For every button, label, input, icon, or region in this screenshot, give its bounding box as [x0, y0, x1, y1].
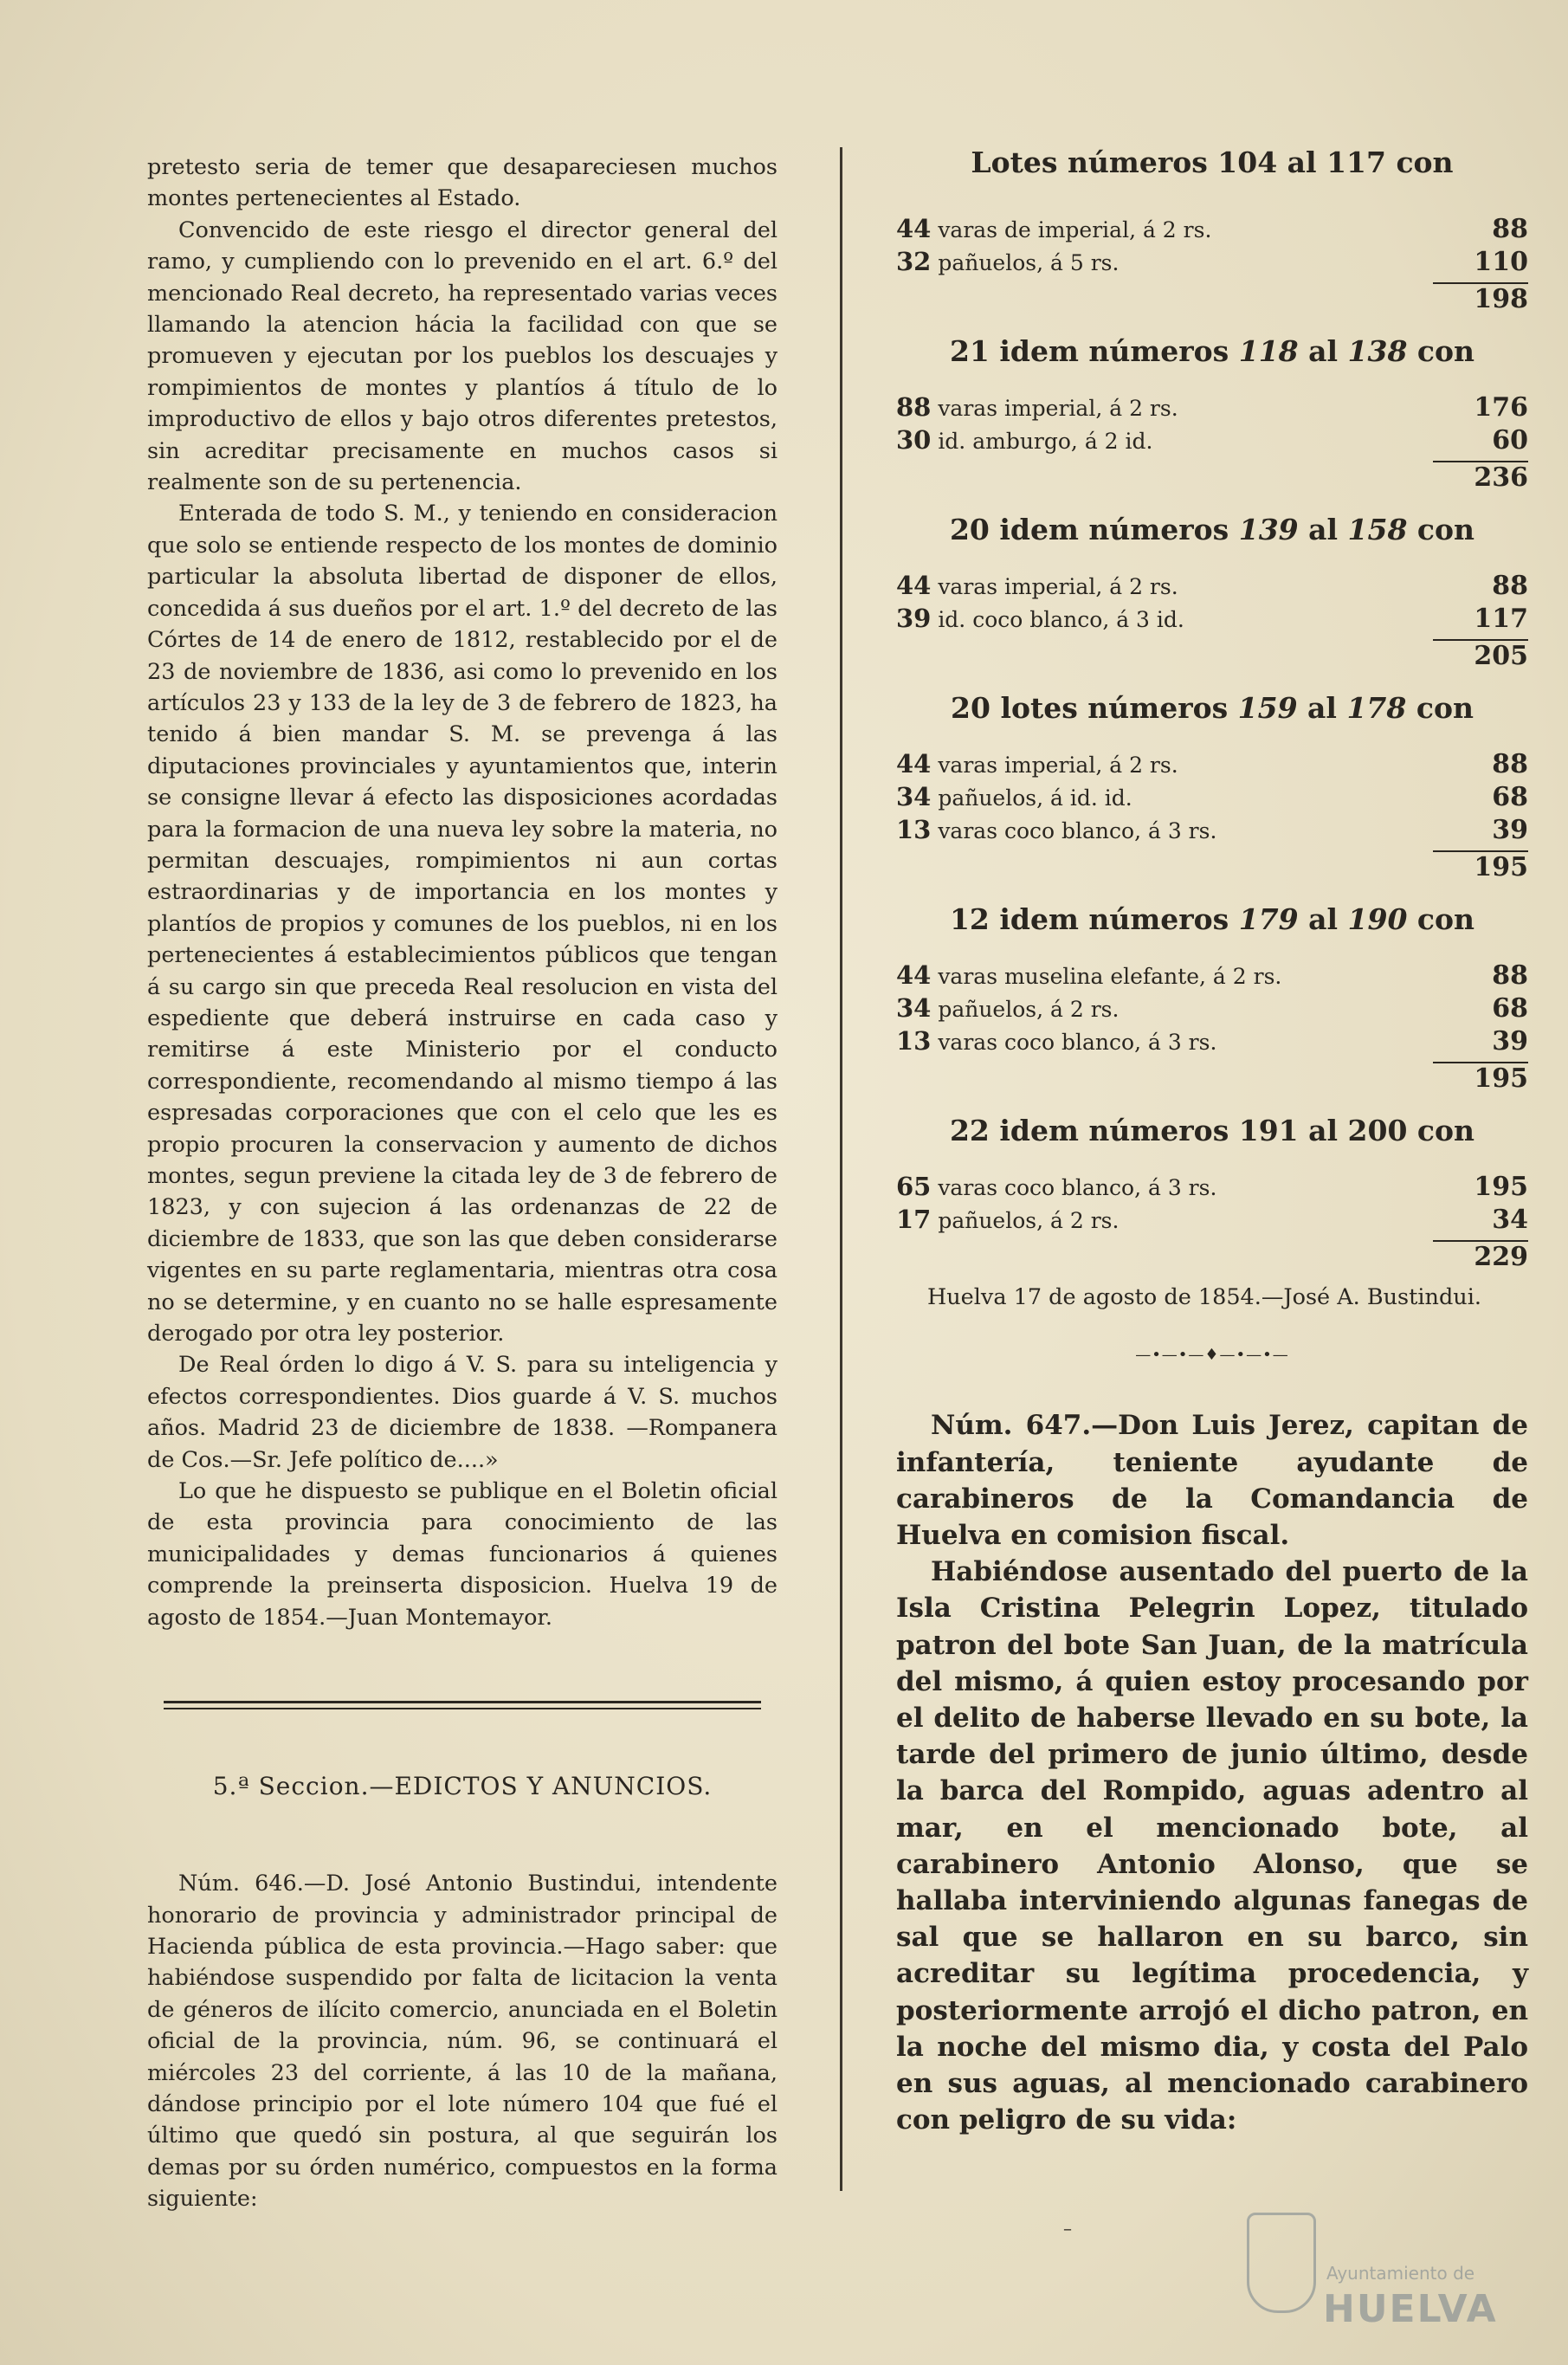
lot-row: 17 pañuelos, á 2 rs. 34: [896, 1205, 1528, 1235]
lot-row: 65 varas coco blanco, á 3 rs. 195: [896, 1172, 1528, 1202]
archive-stamp: [1247, 2213, 1507, 2342]
stamp-text-line2: HUELVA: [1323, 2287, 1498, 2331]
lot-row: 44 varas de imperial, á 2 rs. 88: [896, 214, 1528, 244]
crest-icon: [1247, 2213, 1316, 2313]
lot-group: [896, 513, 1528, 672]
page-dash: –: [1063, 2218, 1072, 2239]
lot-heading: 20 lotes números 159 al 178 con: [951, 691, 1474, 725]
notice-647-header: Núm. 647.—Don Luis Jerez, capitan de infantería, teniente ayudante de carabineros de la Comandancia de Huelva en comision fiscal.: [896, 1410, 1528, 1552]
lot-total: 205: [1474, 641, 1528, 671]
lot-heading: Lotes números 104 al 117 con: [971, 145, 1454, 179]
paragraph: Lo que he dispuesto se publique en el Boletin oficial de esta provincia para conocimiento de las municipalidades y demas funcionarios á quienes comprende la preinserta disposicion. Huelva 19 de agosto de 1854.—Juan Montemayor.: [147, 1478, 778, 1631]
notice-647-body: Habiéndose ausentado del puerto de la Isla Cristina Pelegrin Lopez, titulado patron del bote San Juan, de la matrícula del mismo, á quien estoy procesando por el delito de haberse llevado en su bote, la tarde del primero de junio último, desde la barca del Rompido, aguas adentro al mar, en el mencionado bote, al carabinero Antonio Alonso, que se hallaba interviniendo algunas fanegas de sal que se hallaron en su barco, sin acreditar su legítima procedencia, y posteriormente arrojó el dicho patron, en la noche del mismo dia, y costa del Palo en sus aguas, al mencionado carabinero con peligro de su vida:: [896, 1556, 1528, 2136]
lot-row: 13 varas coco blanco, á 3 rs. 39: [896, 815, 1528, 845]
lot-row: 39 id. coco blanco, á 3 id. 117: [896, 604, 1528, 634]
notice-646: Núm. 646.—D. José Antonio Bustindui, intendente honorario de provincia y administrador principal de Hacienda pública de esta provincia.—Hago saber: que habiéndose suspendido por falta de licitacion la venta de géneros de ilícito comercio, anunciada en el Boletin oficial de la provincia, núm. 96, se continuará el miércoles 23 del corriente, á las 10 de la mañana, dándose principio por el lote número 104 que fué el último que quedó sin postura, al que seguirán los demas por su órden numérico, compuestos en la forma siguiente:: [147, 1871, 778, 2213]
closing-signature: Huelva 17 de agosto de 1854.—José A. Bustindui.: [927, 1284, 1481, 1310]
lot-total: 198: [1474, 284, 1528, 314]
lot-total: 229: [1474, 1242, 1528, 1272]
lot-heading: 20 idem números 139 al 158 con: [949, 513, 1475, 546]
lot-row: 13 varas coco blanco, á 3 rs. 39: [896, 1026, 1528, 1056]
left-column: [147, 152, 778, 2215]
lot-group: [896, 902, 1528, 1095]
lot-total: 195: [1474, 1063, 1528, 1094]
paragraph: pretesto seria de temer que desapareciesen muchos montes pertenecientes al Estado.: [147, 154, 778, 212]
lot-row: 34 pañuelos, á 2 rs. 68: [896, 993, 1528, 1024]
lot-row: 44 varas muselina elefante, á 2 rs. 88: [896, 960, 1528, 991]
stamp-text-line1: Ayuntamiento de: [1326, 2263, 1475, 2284]
lot-group: [896, 691, 1528, 883]
lot-total: 236: [1474, 462, 1528, 493]
paragraph: De Real órden lo digo á V. S. para su inteligencia y efectos correspondientes. Dios guarde á V. S. muchos años. Madrid 23 de diciembre de 1838. —Rompanera de Cos.—Sr. Jefe político de....»: [147, 1352, 778, 1473]
lot-heading: 21 idem números 118 al 138 con: [949, 334, 1475, 368]
lot-heading: 12 idem números 179 al 190 con: [949, 902, 1475, 936]
paragraph: Enterada de todo S. M., y teniendo en consideracion que solo se entiende respecto de los montes de dominio particular la absoluta libertad de disponer de ellos, concedida á sus dueños por el art. 1.º del decreto de las Córtes de 14 de enero de 1812, restablecido por el de 23 de noviembre de 1836, asi como lo prevenido en los artículos 23 y 133 de la ley de 3 de febrero de 1823, ha tenido á bien mandar S. M. se prevenga á las diputaciones provinciales y ayuntamientos que, interin se consigne llevar á efecto las disposiciones acordadas para la formacion de una nueva ley sobre la materia, no permitan descuajes, rompimientos ni aun cortas estraordinarias y de importancia en los montes y plantíos de propios y comunes de los pueblos, ni en los pertenecientes á establecimientos públicos que tengan á su cargo sin que preceda Real resolucion en vista del espediente que deberá instruirse en cada caso y remitirse á este Ministerio por el conducto correspondiente, recomendando al mismo tiempo á las espresadas corporaciones que con el celo que les es propio procuren la conservacion y aumento de dichos montes, segun previene la citada ley de 3 de febrero de 1823, y con sujecion á las ordenanzas de 22 de diciembre de 1833, que son las que deben considerarse vigentes en su parte reglamentaria, mientras otra cosa no se determine, y en cuanto no se halle espresamente derogado por otra ley posterior.: [147, 501, 778, 1347]
lot-group: [896, 1114, 1528, 1273]
lot-group: [896, 145, 1528, 315]
lot-row: 30 id. amburgo, á 2 id. 60: [896, 425, 1528, 456]
column-divider: [840, 147, 842, 2191]
section-title: 5.ª Seccion.—EDICTOS Y ANUNCIOS.: [212, 1772, 713, 1801]
ornament-divider: —•—•—♦—•—•—: [1135, 1346, 1289, 1365]
lot-row: 88 varas imperial, á 2 rs. 176: [896, 392, 1528, 423]
lot-row: 32 pañuelos, á 5 rs. 110: [896, 247, 1528, 277]
lot-group: [896, 334, 1528, 494]
lot-row: 44 varas imperial, á 2 rs. 88: [896, 749, 1528, 779]
lot-row: 34 pañuelos, á id. id. 68: [896, 782, 1528, 812]
lot-row: 44 varas imperial, á 2 rs. 88: [896, 571, 1528, 601]
paragraph: Convencido de este riesgo el director general del ramo, y cumpliendo con lo prevenido en el art. 6.º del mencionado Real decreto, ha representado varias veces llamando la atencion hácia la facilidad con que se promueven y ejecutan por los pueblos los descuajes y rompimientos de montes y plantíos á título de lo improductivo de ellos y bajo otros diferentes pretestos, sin acreditar precisamente en muchos casos si realmente son de su pertenencia.: [147, 216, 778, 496]
right-column: [896, 145, 1528, 2138]
section-divider: [164, 1701, 761, 1709]
lot-total: 195: [1474, 852, 1528, 882]
lot-heading: 22 idem números 191 al 200 con: [949, 1114, 1475, 1147]
